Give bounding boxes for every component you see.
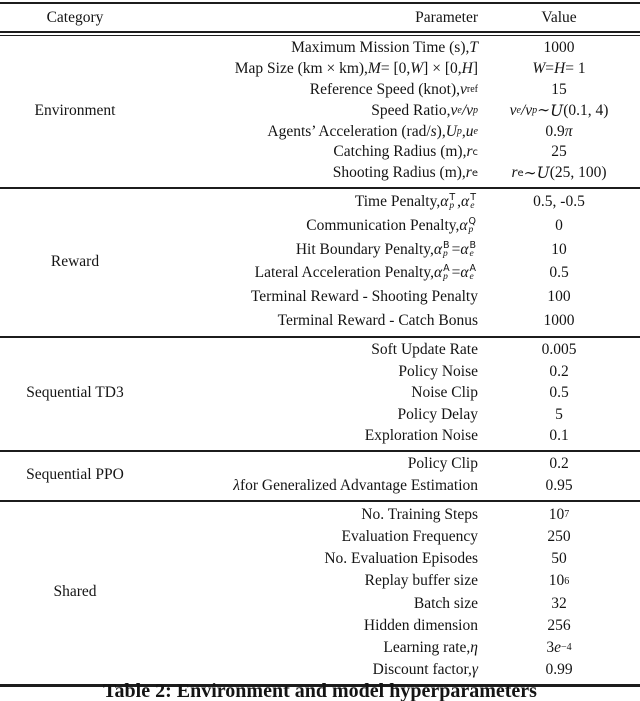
value-cell: 3 e −4 xyxy=(546,638,572,656)
value-cell: 0.2 xyxy=(549,455,569,473)
param-cell: Reference Speed (knot), v ref xyxy=(309,80,478,98)
table-section xyxy=(0,450,640,500)
param-cell: Hidden dimension xyxy=(363,616,478,634)
param-cell: λ for Generalized Advantage Estimation xyxy=(233,476,478,494)
param-cell: Terminal Reward - Shooting Penalty xyxy=(250,288,478,306)
header-category: Category xyxy=(46,8,104,26)
sub-sup-stack: T e xyxy=(470,192,476,212)
value-cell: 25 xyxy=(551,143,567,161)
param-cell: Soft Update Rate xyxy=(371,341,478,359)
value-cell: 100 xyxy=(547,288,571,306)
value-cell: v e /v p ∼ U (0.1, 4) xyxy=(509,101,609,120)
param-cell: Discount factor, γ xyxy=(372,661,478,679)
param-cell: Speed Ratio, v e /v p xyxy=(371,101,478,119)
param-cell: Time Penalty, α T p , α T e xyxy=(354,192,476,212)
param-cell: Hit Boundary Penalty, α B p = α B e xyxy=(295,239,476,259)
sub-sup-stack: T p xyxy=(449,192,456,212)
table-caption: Table 2: Environment and model hyperparameters xyxy=(103,680,537,701)
table-header-row xyxy=(0,4,640,31)
param-cell: Policy Clip xyxy=(407,455,478,473)
sub-sup-stack: A p xyxy=(443,263,450,283)
value-cell: 0.5 xyxy=(549,384,569,402)
param-cell: Evaluation Frequency xyxy=(341,527,478,545)
value-cell: 0.99 xyxy=(545,661,573,679)
value-cell: W = H = 1 xyxy=(532,60,586,78)
param-cell: Learning rate, η xyxy=(383,638,478,656)
param-cell: Agents’ Acceleration (rad/ s ), U p , u e xyxy=(267,122,478,140)
value-cell: 15 xyxy=(551,80,567,98)
category-label: Reward xyxy=(50,252,100,270)
value-cell: 250 xyxy=(547,527,571,545)
param-cell: Noise Clip xyxy=(411,384,478,402)
param-cell: Communication Penalty, α Q p xyxy=(306,216,476,236)
value-cell: 0.5 xyxy=(549,264,569,282)
param-cell: No. Evaluation Episodes xyxy=(324,550,478,568)
value-cell: 0.2 xyxy=(549,362,569,380)
value-cell: 1000 xyxy=(543,39,575,57)
category-label: Environment xyxy=(34,101,116,119)
sub-sup-stack: B e xyxy=(469,239,476,259)
category-label: Shared xyxy=(53,583,97,601)
param-cell: Shooting Radius (m), r e xyxy=(332,164,478,182)
table-section xyxy=(0,500,640,685)
header-parameter: Parameter xyxy=(415,8,478,26)
param-cell: No. Training Steps xyxy=(361,505,478,523)
value-cell: 0 xyxy=(555,217,563,235)
value-cell: 50 xyxy=(551,550,567,568)
param-cell: Maximum Mission Time (s), T xyxy=(291,39,478,57)
param-cell: Exploration Noise xyxy=(364,426,478,444)
value-cell: r e ∼ U (25, 100) xyxy=(511,164,607,183)
value-cell: 0.95 xyxy=(545,476,573,494)
table-section xyxy=(0,187,640,336)
param-cell: Batch size xyxy=(413,594,478,612)
table-section xyxy=(0,336,640,450)
param-cell: Map Size (km × km), M = [0, W ] × [0, H ] xyxy=(234,60,478,78)
param-cell: Terminal Reward - Catch Bonus xyxy=(277,311,478,329)
value-cell: 32 xyxy=(551,594,567,612)
table-body xyxy=(0,36,640,684)
value-cell: 256 xyxy=(547,616,571,634)
sub-sup-stack: B p xyxy=(443,239,450,259)
value-cell: 10 7 xyxy=(548,505,570,523)
value-cell: 0.1 xyxy=(549,426,569,444)
sub-sup-stack: A e xyxy=(469,263,476,283)
param-cell: Replay buffer size xyxy=(364,572,478,590)
value-cell: 10 6 xyxy=(548,572,570,590)
value-cell: 1000 xyxy=(543,311,575,329)
param-cell: Catching Radius (m), r c xyxy=(333,143,478,161)
category-label: Sequential PPO xyxy=(26,466,124,484)
param-cell: Policy Noise xyxy=(398,362,478,380)
value-cell: 10 xyxy=(551,240,567,258)
hyperparameters-table xyxy=(0,2,640,687)
header-value: Value xyxy=(541,8,577,26)
param-cell: Policy Delay xyxy=(397,405,478,423)
category-label: Sequential TD3 xyxy=(26,384,124,402)
table-section xyxy=(0,36,640,187)
value-cell: 0.9 π xyxy=(545,122,573,140)
value-cell: 0.5, -0.5 xyxy=(533,193,585,211)
value-cell: 0.005 xyxy=(541,341,577,359)
value-cell: 5 xyxy=(555,405,563,423)
sub-sup-stack: Q p xyxy=(468,216,476,236)
param-cell: Lateral Acceleration Penalty, α A p = α A e xyxy=(254,263,476,283)
